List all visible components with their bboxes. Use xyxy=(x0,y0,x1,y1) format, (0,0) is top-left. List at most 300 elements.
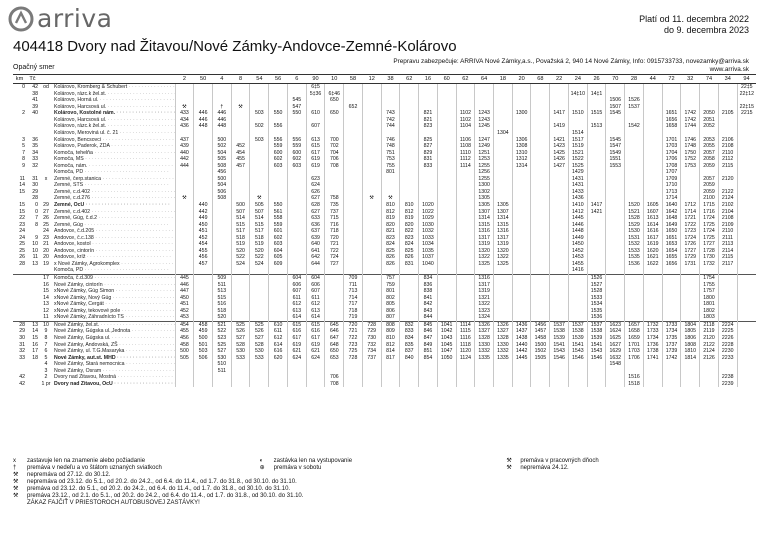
stop-row xyxy=(13,314,756,321)
departure-time: 1433 xyxy=(568,189,587,196)
departure-time: 456 xyxy=(175,335,194,342)
departure-time: 14‡1 xyxy=(587,91,606,98)
departure-time: 620 xyxy=(269,354,288,361)
stop-mark: 12 xyxy=(43,307,49,314)
departure-time: 612 xyxy=(306,301,325,308)
departure-time: 619 xyxy=(306,163,325,170)
departure-time: 2238 xyxy=(718,374,737,381)
departure-time xyxy=(643,381,662,388)
stop-tc: 0 xyxy=(35,208,38,215)
departure-time: 454 xyxy=(175,321,194,328)
departure-time: 1316 xyxy=(475,228,494,235)
departure-time xyxy=(700,381,719,388)
stop-km xyxy=(13,267,26,274)
departure-time xyxy=(325,84,344,91)
departure-time: 1703 xyxy=(662,143,681,150)
departure-time: 1305 xyxy=(475,195,494,202)
departure-time: 753 xyxy=(381,156,400,163)
departure-time: 1734 xyxy=(662,328,681,335)
departure-time: 624 xyxy=(306,354,325,361)
header-trip-number: 38 xyxy=(381,75,400,84)
note-row xyxy=(13,493,753,500)
departure-time: 452 xyxy=(231,143,250,150)
departure-time: 842 xyxy=(419,301,438,308)
departure-time: 446 xyxy=(194,117,213,124)
stop-mark: 20 xyxy=(43,247,49,254)
departure-time: 606 xyxy=(306,281,325,288)
departure-time: 1327 xyxy=(475,328,494,335)
stop-tc: 36 xyxy=(32,136,38,143)
header-trip-number: 6 xyxy=(287,75,306,84)
departure-time xyxy=(325,267,344,274)
header-trip-number: 32 xyxy=(681,75,700,84)
departure-time: 2113 xyxy=(718,241,737,248)
stop-name: Nové Zámky, žel.st. · · · xyxy=(53,321,175,328)
departure-time: 518 xyxy=(213,308,232,315)
departure-time: 1502 xyxy=(531,348,550,355)
stop-tc: 33 xyxy=(32,156,38,163)
stop-name: Kolárovo, Horná ul. · · · xyxy=(53,97,175,104)
page-title: 404418 Dvory nad Žitavou/Nové Zámky-Andovce-Zemné-Kolárovo xyxy=(13,38,457,55)
departure-time: 1649 xyxy=(662,221,681,228)
departure-time: 1419 xyxy=(550,123,569,130)
note xyxy=(260,458,507,465)
note-text: zastávka len na vystupovanie xyxy=(273,458,353,464)
stop-name: Dvory nad Žitavou, OcÚ · · · xyxy=(53,381,175,388)
departure-time: 1526 xyxy=(625,97,644,104)
departure-time: 1319 xyxy=(475,288,494,295)
departure-time: 453 xyxy=(175,314,194,321)
note-row xyxy=(13,465,753,472)
departure-time: 826 xyxy=(400,254,419,261)
departure-time: 2112 xyxy=(718,156,737,163)
departure-time: 436 xyxy=(175,123,194,130)
departure-time: 2053 xyxy=(700,136,719,143)
stop-name: Zemné, čerp.stanica · · · xyxy=(53,176,175,183)
departure-time: 639 xyxy=(306,235,325,242)
departure-time: 528 xyxy=(231,341,250,348)
departure-time: ⚒ xyxy=(250,195,269,202)
departure-time: 1535 xyxy=(587,308,606,315)
departure-time: 1120 xyxy=(456,348,475,355)
departure-time: 1243 xyxy=(475,117,494,124)
departure-time: 825 xyxy=(400,248,419,255)
departure-time: 810 xyxy=(381,335,400,342)
departure-time: 1738 xyxy=(643,348,662,355)
departure-time: 1431 xyxy=(568,176,587,183)
departure-time xyxy=(625,267,644,274)
stop-tc: 11 xyxy=(32,254,38,261)
departure-time: 1539 xyxy=(550,335,569,342)
departure-time xyxy=(531,267,550,274)
stop-row xyxy=(13,321,756,328)
departure-time xyxy=(419,267,438,274)
departure-time: 1658 xyxy=(625,328,644,335)
stop-mark: 24 xyxy=(43,228,49,235)
header-km: km xyxy=(13,75,26,84)
departure-time: 1040 xyxy=(419,261,438,268)
departure-time: 1701 xyxy=(662,136,681,143)
departure-time: 1538 xyxy=(550,328,569,335)
departure-time: 1810 xyxy=(681,348,700,355)
note-text: nepremáva od 23.12. do 5.1., od 20.2. do 24.2., od 6.4. do 11.4., od 1.7. do 31.8., od 30.10. do 31.10. xyxy=(27,479,297,485)
departure-time: 1050 xyxy=(437,354,456,361)
stop-km: 0 xyxy=(22,84,25,91)
departure-time xyxy=(231,84,250,91)
stop-name: Kolárovo, Meroviná ul. č. 21 · · · xyxy=(53,130,175,137)
timetable-header-row xyxy=(13,75,756,84)
departure-time: 1624 xyxy=(606,328,625,335)
departure-time xyxy=(643,314,662,321)
departure-time: 1449 xyxy=(568,235,587,242)
departure-time: 1114 xyxy=(456,321,475,328)
departure-time xyxy=(568,274,587,281)
departure-time: 1446 xyxy=(568,221,587,228)
stop-name: Komoča, nám. · · · xyxy=(53,163,175,170)
departure-time: 1622 xyxy=(643,261,662,268)
departure-time: 1755 xyxy=(700,281,719,288)
stop-km: 3 xyxy=(22,136,25,143)
departure-time: 1539 xyxy=(587,335,606,342)
stop-mark: 29 xyxy=(43,202,49,209)
stop-km: 8 xyxy=(22,156,25,163)
departure-time: 810 xyxy=(400,202,419,209)
header-trip-number: 70 xyxy=(606,75,625,84)
stop-name: Nové Zámky, Andovská, ZŠ · · · xyxy=(53,341,175,348)
stop-mark: 21 xyxy=(43,241,49,248)
stop-tc: 18 xyxy=(32,354,38,361)
departure-time: 559 xyxy=(269,221,288,228)
stop-km: 5 xyxy=(22,143,25,150)
departure-time: 1517 xyxy=(568,136,587,143)
stop-name: Kolárovo, Bencsovci · · · xyxy=(53,136,175,143)
stop-tc xyxy=(26,314,39,321)
departure-time: 1458 xyxy=(531,335,550,342)
departure-time: 1108 xyxy=(456,143,475,150)
departure-time: 737 xyxy=(325,208,344,215)
brand-name: arriva xyxy=(37,4,113,33)
departure-time: 1709 xyxy=(662,176,681,183)
departure-time: 1653 xyxy=(662,241,681,248)
departure-time: 1706 xyxy=(625,354,644,361)
departure-time: 819 xyxy=(381,215,400,222)
departure-time: 1752 xyxy=(681,156,700,163)
stop-tc: 30 xyxy=(32,182,38,189)
stop-tc: 29 xyxy=(32,188,38,195)
stop-km: 7 xyxy=(22,149,25,156)
stop-name: Nové Zámky, Gúgska ul.,Jednota · · · xyxy=(53,328,175,335)
departure-time: 844 xyxy=(419,314,438,321)
departure-time: 1736 xyxy=(643,341,662,348)
departure-time xyxy=(194,274,213,281)
departure-time: 708 xyxy=(325,381,344,388)
departure-time: 831 xyxy=(419,156,438,163)
departure-time: 524 xyxy=(231,261,250,268)
departure-time: 1532 xyxy=(625,241,644,248)
departure-time: 758 xyxy=(325,195,344,202)
departure-time: 1042 xyxy=(437,328,456,335)
departure-time: 454 xyxy=(194,241,213,248)
departure-time: 2124 xyxy=(700,348,719,355)
departure-time: 609 xyxy=(269,261,288,268)
departure-time: 1438 xyxy=(512,335,531,342)
departure-time: 1320 xyxy=(494,248,513,255)
departure-time xyxy=(700,267,719,274)
stop-tc: 16 xyxy=(32,341,38,348)
departure-time xyxy=(400,274,419,281)
departure-time xyxy=(531,381,550,388)
departure-time: 448 xyxy=(213,123,232,130)
departure-time: 1651 xyxy=(662,235,681,242)
departure-time xyxy=(231,274,250,281)
departure-time xyxy=(718,267,737,274)
departure-time: 607 xyxy=(306,288,325,295)
departure-time: 612 xyxy=(287,301,306,308)
departure-time: 1316 xyxy=(494,228,513,235)
departure-time: 1249 xyxy=(475,143,494,150)
departure-time: 525 xyxy=(213,341,232,348)
stop-mark: 25 xyxy=(43,221,49,228)
departure-time: 1614 xyxy=(643,221,662,228)
departure-time: 1732 xyxy=(643,321,662,328)
stop-mark: 16 xyxy=(43,281,49,288)
departure-time: 1035 xyxy=(419,248,438,255)
departure-time: 1116 xyxy=(456,335,475,342)
stop-name: Kolárovo, Paderok, ZDA · · · xyxy=(53,143,175,150)
departure-time xyxy=(737,381,756,388)
departure-time: 607 xyxy=(287,288,306,295)
departure-time: 725 xyxy=(344,348,363,355)
stop-mark: 17 xyxy=(39,274,53,281)
departure-time: 1110 xyxy=(456,149,475,156)
departure-time: 1457 xyxy=(531,328,550,335)
departure-time: 650 xyxy=(325,110,344,117)
stop-tc xyxy=(26,267,39,274)
stop-name: Nové Zámky, Gúgska ul. · · · xyxy=(53,335,175,342)
departure-time: 556 xyxy=(269,136,288,143)
departure-time xyxy=(662,314,681,321)
timetable-table xyxy=(13,74,756,387)
departure-time: 1118 xyxy=(456,341,475,348)
departure-time: 518 xyxy=(231,235,250,242)
departure-time: 1325 xyxy=(475,261,494,268)
operator-info xyxy=(393,58,749,74)
departure-time: ⚒ xyxy=(175,195,194,202)
departure-time xyxy=(250,314,269,321)
stop-name: x Nové Zámky, Agrokomplex · · · xyxy=(53,261,175,268)
departure-time: 1445 xyxy=(512,354,531,361)
stop-name: Nové Zámky, Stará nemocnica · · · xyxy=(53,361,175,368)
departure-time: 1536 xyxy=(587,314,606,321)
stop-row xyxy=(13,84,756,91)
note-text: premáva v pracovných dňoch xyxy=(520,458,599,464)
departure-time: 437 xyxy=(175,136,194,143)
departure-time: 619 xyxy=(306,156,325,163)
stop-name: Komoča, PD · · · xyxy=(53,267,175,274)
header-trip-number: 4 xyxy=(213,75,232,84)
departure-time: 1703 xyxy=(625,348,644,355)
departure-time xyxy=(737,321,756,328)
departure-time: 511 xyxy=(213,368,232,375)
note-row xyxy=(13,479,753,486)
departure-time: 845 xyxy=(419,321,438,328)
departure-time xyxy=(456,274,475,281)
departure-time: 1722 xyxy=(681,221,700,228)
departure-time xyxy=(269,381,288,388)
stop-tc: 31 xyxy=(32,175,38,182)
departure-time: 1102 xyxy=(456,117,475,124)
departure-time: 527 xyxy=(231,335,250,342)
departure-time: 446 xyxy=(175,281,194,288)
departure-time: 824 xyxy=(381,241,400,248)
stop-km: 28 xyxy=(19,260,25,267)
departure-time: 604 xyxy=(306,274,325,281)
departure-time: 1315 xyxy=(475,221,494,228)
departure-time: 627 xyxy=(306,208,325,215)
departure-time: 619 xyxy=(287,341,306,348)
departure-time: 700 xyxy=(325,136,344,143)
stop-name: Andovce, cintorín · · · xyxy=(53,248,175,255)
departure-time: 1047 xyxy=(437,348,456,355)
departure-time: 1315 xyxy=(494,221,513,228)
departure-time: 1421 xyxy=(550,136,569,143)
stop-name: Nové Zámky, Osram · · · xyxy=(53,368,175,375)
departure-time: 617 xyxy=(306,149,325,156)
departure-time: 451 xyxy=(194,228,213,235)
departure-time xyxy=(269,267,288,274)
header-trip-number: 90 xyxy=(306,75,325,84)
departure-time: 1617 xyxy=(643,235,662,242)
header-trip-number: 60 xyxy=(437,75,456,84)
departure-time xyxy=(643,267,662,274)
departure-time: 624 xyxy=(306,182,325,189)
departure-time: 526 xyxy=(231,328,250,335)
departure-time: 720 xyxy=(325,235,344,242)
departure-time: 1436 xyxy=(512,321,531,328)
departure-time: 1507 xyxy=(606,104,625,111)
arriva-logo-icon xyxy=(8,6,34,32)
departure-time: 1754 xyxy=(700,274,719,281)
departure-time: 1701 xyxy=(625,341,644,348)
departure-time: 1659 xyxy=(625,335,644,342)
departure-time: 559 xyxy=(269,143,288,150)
departure-time: 722 xyxy=(325,248,344,255)
departure-time xyxy=(512,84,531,91)
departure-time: 556 xyxy=(287,136,306,143)
stop-tc: 13 xyxy=(26,321,39,328)
departure-time: 1317 xyxy=(494,235,513,242)
departure-time xyxy=(700,84,719,91)
departure-time: 1537 xyxy=(625,104,644,111)
departure-time: 2230 xyxy=(718,348,737,355)
departure-time: 2118 xyxy=(700,321,719,328)
departure-time xyxy=(475,84,494,91)
departure-time: 748 xyxy=(381,143,400,150)
departure-time xyxy=(550,381,569,388)
validity-to: do 9. decembra 2023 xyxy=(663,25,749,35)
departure-time: 1806 xyxy=(681,335,700,342)
departure-time: 821 xyxy=(381,228,400,235)
departure-time: 1022 xyxy=(419,208,438,215)
departure-time: 2100 xyxy=(700,195,719,202)
departure-time: 1536 xyxy=(625,261,644,268)
stop-mark: od xyxy=(43,84,49,91)
departure-time xyxy=(606,381,625,388)
departure-time xyxy=(625,84,644,91)
departure-time: 846 xyxy=(419,328,438,335)
departure-time: 1724 xyxy=(681,235,700,242)
departure-time: 1632 xyxy=(606,354,625,361)
departure-time: 455 xyxy=(194,248,213,255)
departure-time xyxy=(400,314,419,321)
departure-time: 500 xyxy=(194,335,213,342)
departure-time: 1448 xyxy=(568,228,587,235)
header-trip-number: 8 xyxy=(231,75,250,84)
departure-time: 751 xyxy=(381,149,400,156)
departure-time: 1335 xyxy=(494,354,513,361)
departure-time: 561 xyxy=(269,208,288,215)
departure-time: 2108 xyxy=(718,143,737,150)
header-blank xyxy=(39,75,53,84)
departure-time: 1533 xyxy=(625,248,644,255)
departure-time xyxy=(643,84,662,91)
note-row xyxy=(13,500,753,507)
departure-time: 533 xyxy=(231,354,250,361)
departure-time xyxy=(250,84,269,91)
stop-tc: 7 xyxy=(35,215,38,222)
stop-mark: 11 xyxy=(43,314,49,321)
stop-km: 24 xyxy=(19,234,25,241)
departure-time: 801 xyxy=(381,169,400,176)
departure-time: 433 xyxy=(175,110,194,117)
departure-time: 1748 xyxy=(681,143,700,150)
departure-time: 1541 xyxy=(550,341,569,348)
departure-time: 1546 xyxy=(568,354,587,361)
note-text: premáva od 23.12. do 5.1., od 20.2. do 24.2., od 6.4. do 11.4., od 1.7. do 31.8., od 30.10. do 31.10. xyxy=(27,486,291,492)
departure-time: 641 xyxy=(306,248,325,255)
departure-time: 1753 xyxy=(681,163,700,170)
departure-time xyxy=(344,381,363,388)
departure-time: 734 xyxy=(362,348,381,355)
departure-time: 1327 xyxy=(494,328,513,335)
departure-time: 1541 xyxy=(587,341,606,348)
departure-time: ⚒ xyxy=(381,195,400,202)
stop-name: Komoča, č.d.309 · · · xyxy=(53,274,175,281)
departure-time: 434 xyxy=(175,117,194,124)
departure-time: 442 xyxy=(175,156,194,163)
departure-time xyxy=(269,274,288,281)
departure-time: 2110 xyxy=(718,228,737,235)
stop-tc: 9 xyxy=(35,234,38,241)
departure-time: 517 xyxy=(250,228,269,235)
departure-time xyxy=(213,84,232,91)
departure-time: 628 xyxy=(306,202,325,209)
departure-time: 1437 xyxy=(512,328,531,335)
departure-time: 550 xyxy=(269,202,288,209)
departure-time: 619 xyxy=(306,341,325,348)
departure-time: 1527 xyxy=(587,281,606,288)
departure-time xyxy=(512,314,531,321)
departure-time: 500 xyxy=(213,136,232,143)
departure-time: 1657 xyxy=(625,321,644,328)
departure-time: 826 xyxy=(381,261,400,268)
departure-time: 612 xyxy=(269,335,288,342)
departure-time: 1616 xyxy=(643,228,662,235)
departure-time: 2055 xyxy=(700,143,719,150)
departure-time: 624 xyxy=(287,354,306,361)
departure-time: 1114 xyxy=(456,163,475,170)
website[interactable]: www.arriva.sk xyxy=(709,66,749,73)
